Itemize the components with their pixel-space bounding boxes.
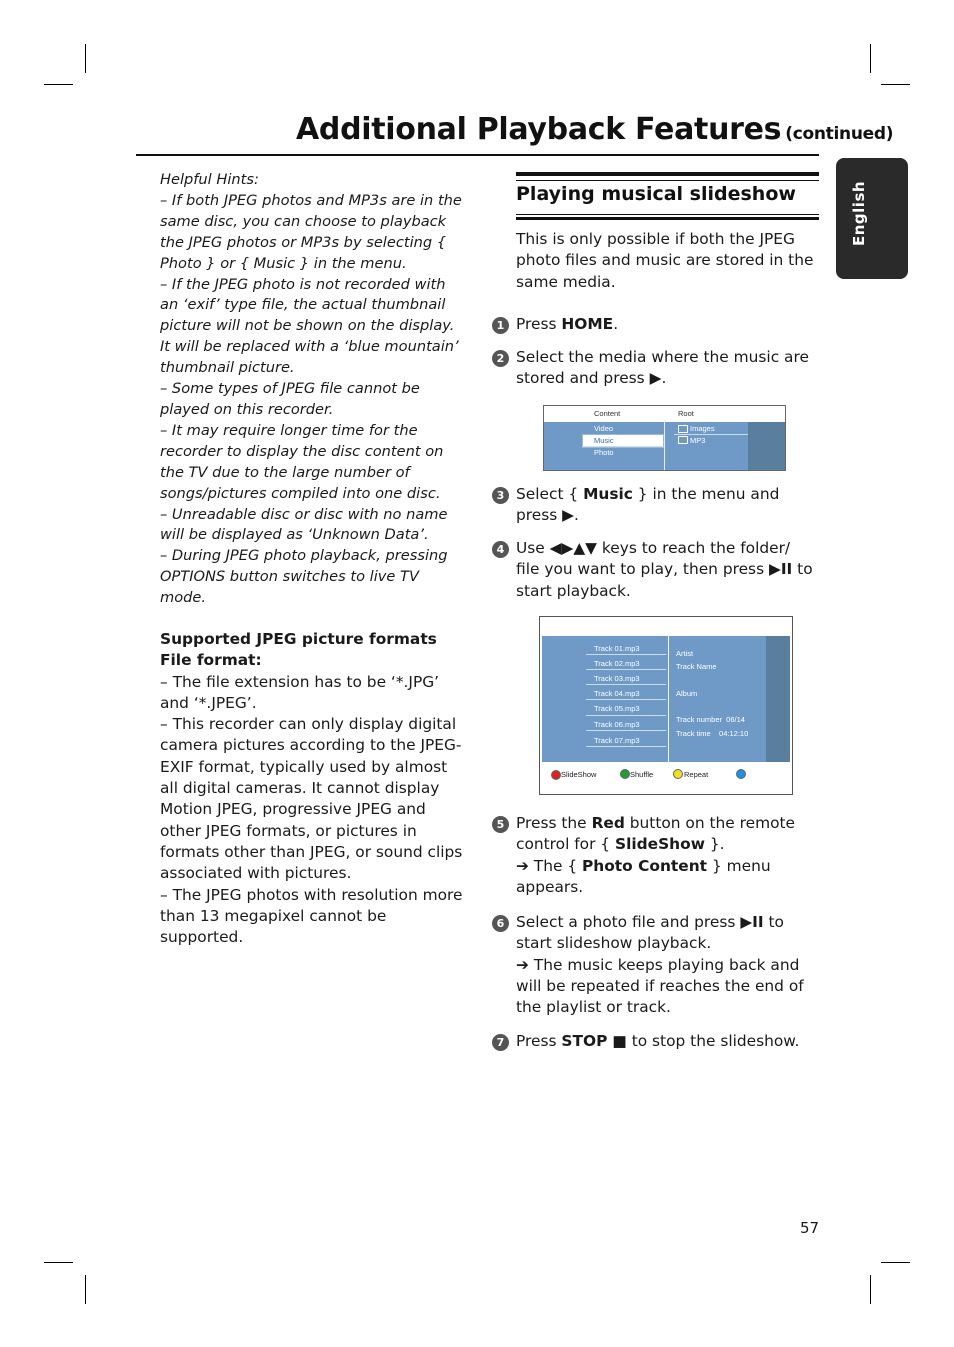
content-menu-screen: [543, 405, 786, 471]
page-number: 57: [800, 1219, 820, 1237]
crop-mark: [870, 44, 871, 73]
header-content: Content: [594, 409, 621, 418]
scroll-area: [748, 422, 785, 470]
step-number: 1: [492, 317, 509, 334]
supported-item: – The JPEG photos with resolution more than 13 megapixel cannot be supported.: [160, 885, 463, 947]
menu-item-video[interactable]: Video: [594, 424, 614, 433]
folder-icon: [678, 436, 688, 444]
step-key: Red: [591, 814, 625, 832]
crop-mark: [44, 84, 73, 85]
intro-text: This is only possible if both the JPEG photo files and music are stored in the same media.: [516, 230, 814, 291]
divider: [586, 684, 666, 685]
folder-icon: [678, 425, 688, 433]
scroll-area: [766, 636, 790, 762]
step-number: 7: [492, 1034, 509, 1051]
step-text: .: [574, 506, 579, 525]
slideshow-label: SlideShow: [561, 770, 597, 779]
crop-mark: [881, 84, 910, 85]
step-number: 6: [492, 915, 509, 932]
step-1: [516, 314, 816, 335]
folder-mp3[interactable]: MP3: [690, 436, 706, 445]
track-item[interactable]: Track 05.mp3: [594, 704, 640, 713]
music-playback-screen: [539, 616, 793, 795]
step-text: The {: [528, 856, 582, 875]
step-text: Press the: [516, 814, 592, 832]
crop-mark: [44, 1262, 73, 1263]
step-key: ▶: [562, 506, 575, 525]
supported-item: – This recorder can only display digital camera pictures according to the JPEG-EXIF format, typically used by almost all digital cameras. It cannot display Motion JPEG, progressive JPEG and other JPEG formats, or pictures in formats other than JPEG, or sound clips associated with pictures.: [160, 715, 463, 883]
step-6: [516, 912, 816, 1018]
step-7: [516, 1031, 816, 1052]
step-key: Music: [583, 485, 633, 503]
step-text: Select {: [516, 485, 584, 503]
step-key: Photo Content: [582, 856, 708, 875]
step-text: } in the menu and press: [516, 485, 780, 525]
hint-item: – It may require longer time for the recorder to display the disc content on the TV due to the large number of songs/pictures compiled into one disc.: [160, 421, 444, 502]
header-root: Root: [678, 409, 694, 418]
divider: [586, 746, 666, 747]
step-key: HOME: [561, 315, 614, 333]
step-key: SlideShow: [614, 835, 705, 854]
step-text: Press: [516, 1032, 562, 1050]
step-text: } menu appears.: [516, 856, 771, 896]
result-arrow-icon: ➔: [516, 856, 529, 875]
step-text: Select the media where the music are stored and press: [516, 348, 809, 388]
track-item[interactable]: Track 04.mp3: [594, 689, 640, 698]
page-title: [296, 112, 893, 147]
crop-mark: [85, 44, 86, 73]
step-text: keys to reach the folder/ file you want to play, then press: [516, 539, 791, 579]
step-number: 3: [492, 487, 509, 504]
divider: [586, 715, 666, 716]
step-5: [516, 813, 816, 898]
track-item[interactable]: Track 02.mp3: [594, 659, 640, 668]
divider: [582, 446, 662, 447]
supported-item: – The file extension has to be ‘*.JPG’ and ‘*.JPEG’.: [160, 672, 440, 712]
section-rule: [516, 214, 819, 215]
supported-formats: [160, 629, 465, 948]
menu-item-music[interactable]: Music: [594, 436, 614, 445]
step-text: button on the remote control for {: [516, 814, 796, 854]
step-key: ▶II: [768, 560, 793, 579]
track-item[interactable]: Track 03.mp3: [594, 674, 640, 683]
info-track-time: Track time 04:12:10: [676, 729, 749, 738]
title-suffix: (continued): [785, 124, 894, 144]
info-album: Album: [676, 689, 698, 698]
menu-item-photo[interactable]: Photo: [594, 448, 614, 457]
green-button-icon[interactable]: [620, 769, 630, 779]
info-artist: Artist: [676, 649, 694, 658]
shuffle-label: Shuffle: [630, 770, 654, 779]
result-arrow-icon: ➔: [516, 955, 529, 974]
divider: [586, 669, 666, 670]
hints-heading: Helpful Hints:: [160, 171, 259, 188]
yellow-button-icon[interactable]: [673, 769, 683, 779]
step-text: Press: [516, 315, 562, 333]
blue-button-icon[interactable]: [736, 769, 746, 779]
step-text: to stop the slideshow.: [626, 1032, 800, 1050]
hint-item: – Some types of JPEG file cannot be played on this recorder.: [160, 380, 420, 418]
section-rule: [516, 172, 819, 176]
step-text: The music keeps playing back and will be repeated if reaches the end of the playlist or track.: [516, 955, 804, 1017]
red-button-icon[interactable]: [551, 770, 561, 780]
language-tab-label: English: [850, 180, 868, 246]
section-intro: [516, 229, 816, 293]
hint-item: – If the JPEG photo is not recorded with an ‘exif’ type file, the actual thumbnail picture will not be shown on the display. It will be replaced with a ‘blue mountain’ thumbnail picture.: [160, 275, 459, 377]
title-text: Additional Playback Features: [296, 112, 782, 147]
info-track-name: Track Name: [676, 662, 717, 671]
title-rule: [136, 154, 819, 156]
crop-mark: [85, 1275, 86, 1304]
step-key: ▶II: [740, 913, 764, 931]
section-rule: [516, 180, 819, 181]
supported-heading: Supported JPEG picture formats: [160, 630, 437, 648]
divider: [674, 434, 748, 435]
stop-icon: ■: [607, 1032, 627, 1050]
section-rule: [516, 217, 819, 220]
step-3: [516, 484, 816, 527]
info-track-number: Track number 06/14: [676, 715, 745, 724]
section-title: Playing musical slideshow: [516, 183, 796, 205]
repeat-label: Repeat: [684, 770, 709, 779]
crop-mark: [881, 1262, 910, 1263]
step-text: Select a photo file and press: [516, 913, 741, 931]
step-text: to start playback.: [516, 560, 813, 600]
step-text: to start slideshow playback.: [516, 913, 784, 953]
step-key: ◀▶▲▼: [549, 539, 598, 557]
step-2: [516, 347, 816, 390]
step-number: 2: [492, 350, 509, 367]
language-tab: [836, 158, 908, 279]
folder-images[interactable]: Images: [690, 424, 715, 433]
divider: [586, 730, 666, 731]
step-number: 4: [492, 541, 509, 558]
step-text: .: [661, 369, 667, 388]
track-item[interactable]: Track 06.mp3: [594, 720, 640, 729]
divider: [586, 654, 666, 655]
track-item[interactable]: Track 01.mp3: [594, 644, 640, 653]
step-key: ▶: [649, 369, 662, 388]
helpful-hints: [160, 170, 465, 609]
track-item[interactable]: Track 07.mp3: [594, 736, 640, 745]
hint-item: – Unreadable disc or disc with no name will be displayed as ‘Unknown Data’.: [160, 505, 448, 544]
step-number: 5: [492, 816, 509, 833]
step-text: Use: [516, 539, 550, 557]
step-key: STOP: [561, 1032, 608, 1050]
divider: [586, 699, 666, 700]
crop-mark: [870, 1275, 871, 1304]
hint-item: – If both JPEG photos and MP3s are in the same disc, you can choose to playback the JPEG photos or MP3s by selecting { Photo } or { Music } in the menu.: [160, 191, 462, 272]
step-text: }.: [704, 835, 725, 854]
step-text: .: [613, 315, 619, 333]
hint-item: – During JPEG photo playback, pressing OPTIONS button switches to live TV mode.: [160, 547, 448, 607]
file-format-heading: File format:: [160, 651, 262, 670]
step-4: [516, 538, 816, 602]
